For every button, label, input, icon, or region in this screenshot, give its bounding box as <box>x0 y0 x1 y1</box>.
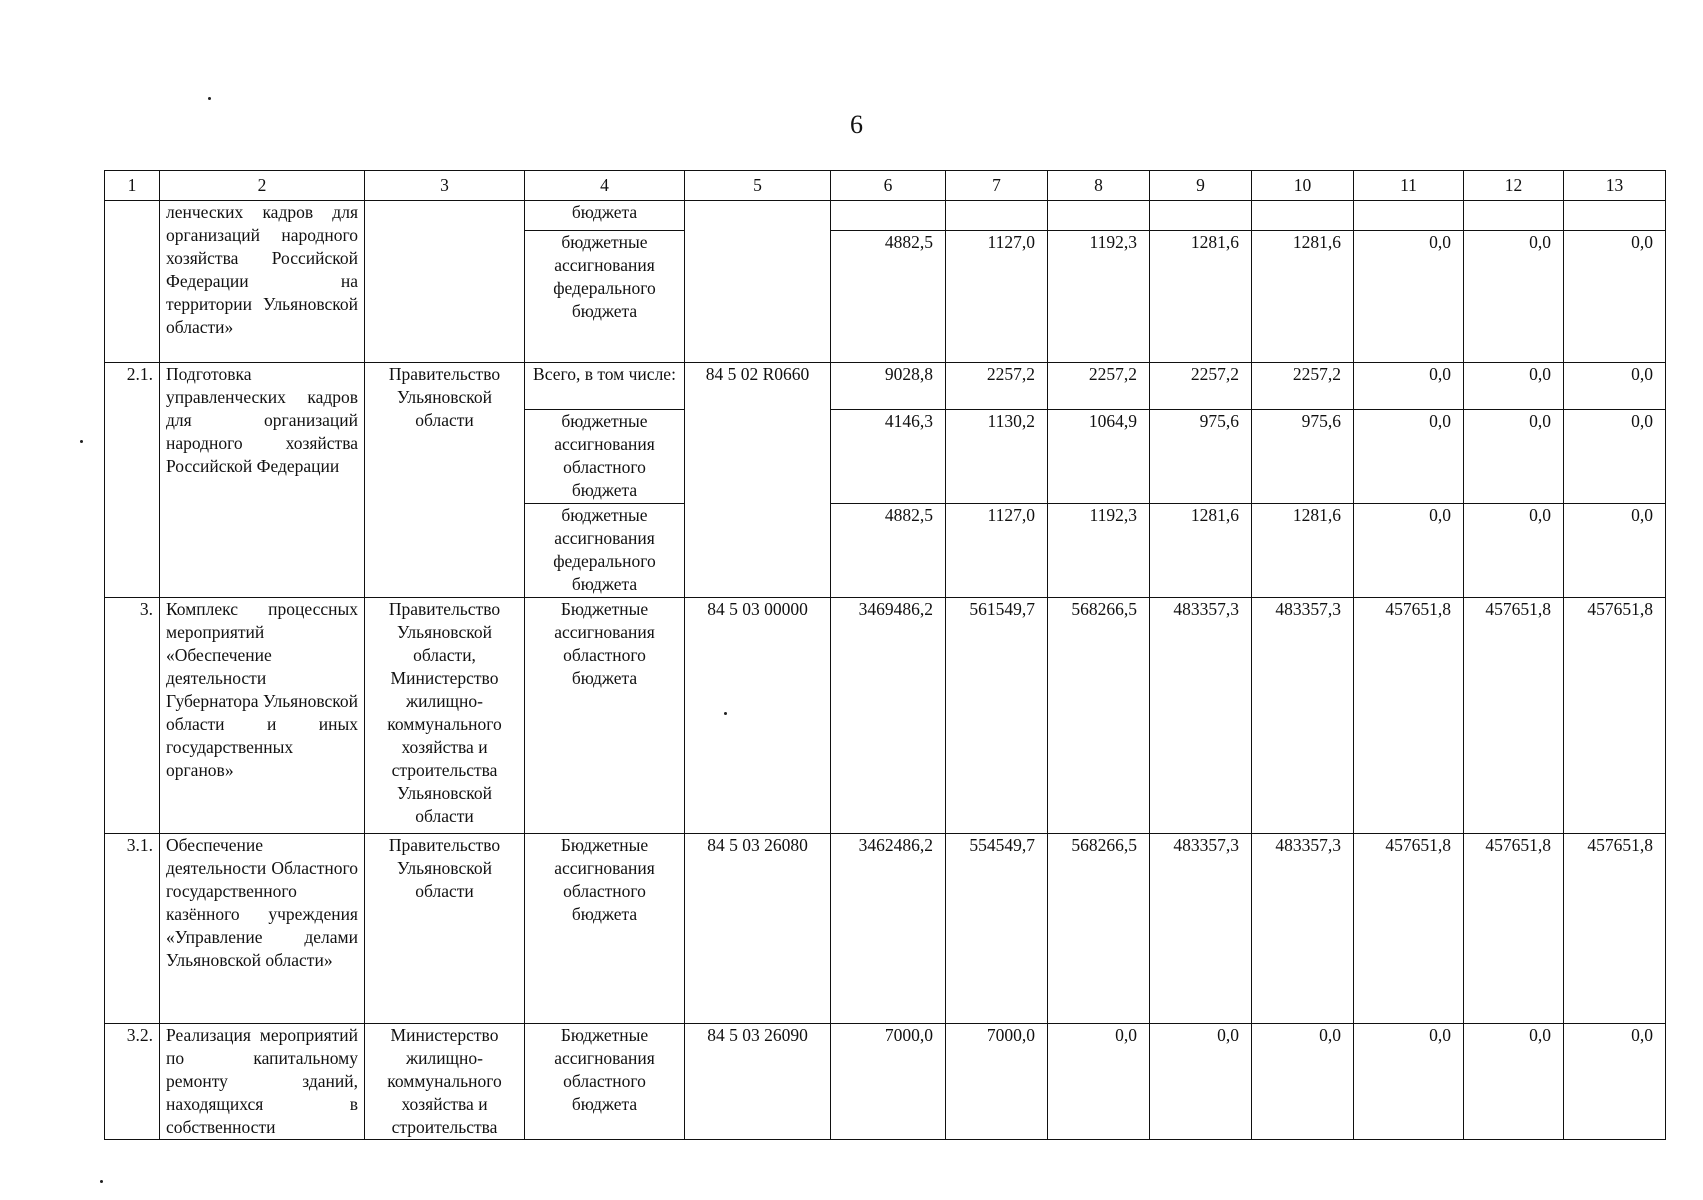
funding-source: бюджетные ассигнования областного бюджета <box>525 410 685 504</box>
value-cell: 1281,6 <box>1150 231 1252 363</box>
value-cell: 457651,8 <box>1354 834 1464 1024</box>
value-cell <box>1464 201 1564 231</box>
value-cell: 457651,8 <box>1354 598 1464 834</box>
value-cell: 483357,3 <box>1150 598 1252 834</box>
activity-name: ленческих кадров для организаций народного хозяйства Российской Федерации на территории Ульяновской области» <box>160 201 365 363</box>
value-cell: 0,0 <box>1048 1024 1150 1140</box>
value-cell: 0,0 <box>1464 504 1564 598</box>
header-cell: 10 <box>1252 171 1354 201</box>
value-cell <box>1564 201 1666 231</box>
value-cell: 2257,2 <box>1252 363 1354 410</box>
executor: Правительство Ульяновской области <box>365 363 525 598</box>
row-number <box>105 201 160 363</box>
value-cell: 0,0 <box>1464 231 1564 363</box>
value-cell: 457651,8 <box>1464 598 1564 834</box>
value-cell: 0,0 <box>1564 363 1666 410</box>
value-cell: 0,0 <box>1252 1024 1354 1140</box>
value-cell: 0,0 <box>1464 363 1564 410</box>
budget-table <box>104 170 1666 1140</box>
value-cell: 483357,3 <box>1252 598 1354 834</box>
header-cell: 7 <box>946 171 1048 201</box>
value-cell: 568266,5 <box>1048 834 1150 1024</box>
row-number: 3.1. <box>105 834 160 1024</box>
executor <box>365 201 525 363</box>
value-cell: 554549,7 <box>946 834 1048 1024</box>
value-cell <box>946 201 1048 231</box>
value-cell: 4882,5 <box>831 504 946 598</box>
value-cell: 0,0 <box>1354 1024 1464 1140</box>
executor: Министерство жилищно-коммунального хозяйства и строительства <box>365 1024 525 1140</box>
value-cell: 0,0 <box>1564 410 1666 504</box>
value-cell: 483357,3 <box>1252 834 1354 1024</box>
table-row <box>105 1024 1666 1140</box>
activity-name: Подготовка управленческих кадров для организаций народного хозяйства Российской Федерации <box>160 363 365 598</box>
header-cell: 6 <box>831 171 946 201</box>
header-row <box>105 171 1666 201</box>
table-row <box>105 201 1666 231</box>
scan-speck <box>208 97 211 100</box>
activity-name: Комплекс процессных мероприятий «Обеспечение деятельности Губернатора Ульяновской области и иных государственных органов» <box>160 598 365 834</box>
budget-code <box>685 201 831 363</box>
value-cell: 0,0 <box>1150 1024 1252 1140</box>
value-cell: 0,0 <box>1354 504 1464 598</box>
value-cell: 1064,9 <box>1048 410 1150 504</box>
value-cell: 0,0 <box>1564 231 1666 363</box>
value-cell: 0,0 <box>1464 1024 1564 1140</box>
funding-source: Бюджетные ассигнования областного бюджета <box>525 1024 685 1140</box>
value-cell: 0,0 <box>1464 410 1564 504</box>
table-row <box>105 598 1666 834</box>
funding-source: Бюджетные ассигнования областного бюджета <box>525 834 685 1024</box>
budget-code: 84 5 02 R0660 <box>685 363 831 598</box>
value-cell: 457651,8 <box>1564 834 1666 1024</box>
row-number: 2.1. <box>105 363 160 598</box>
value-cell: 3462486,2 <box>831 834 946 1024</box>
budget-code: 84 5 03 00000 <box>685 598 831 834</box>
value-cell <box>1252 201 1354 231</box>
value-cell: 561549,7 <box>946 598 1048 834</box>
value-cell: 4882,5 <box>831 231 946 363</box>
scan-speck <box>80 440 83 443</box>
value-cell: 3469486,2 <box>831 598 946 834</box>
header-cell: 13 <box>1564 171 1666 201</box>
funding-source: Всего, в том числе: <box>525 363 685 410</box>
value-cell: 975,6 <box>1150 410 1252 504</box>
header-cell: 12 <box>1464 171 1564 201</box>
budget-code: 84 5 03 26080 <box>685 834 831 1024</box>
value-cell: 1192,3 <box>1048 231 1150 363</box>
header-cell: 8 <box>1048 171 1150 201</box>
funding-source: бюджета <box>525 201 685 231</box>
value-cell: 0,0 <box>1564 1024 1666 1140</box>
executor: Правительство Ульяновской области <box>365 834 525 1024</box>
value-cell: 568266,5 <box>1048 598 1150 834</box>
header-cell: 2 <box>160 171 365 201</box>
value-cell: 2257,2 <box>946 363 1048 410</box>
value-cell: 0,0 <box>1354 363 1464 410</box>
value-cell: 2257,2 <box>1048 363 1150 410</box>
value-cell: 1192,3 <box>1048 504 1150 598</box>
value-cell: 975,6 <box>1252 410 1354 504</box>
value-cell <box>1354 201 1464 231</box>
value-cell: 0,0 <box>1354 231 1464 363</box>
value-cell: 7000,0 <box>946 1024 1048 1140</box>
activity-name: Обеспечение деятельности Областного государственного казённого учреждения «Управление делами Ульяновской области» <box>160 834 365 1024</box>
value-cell: 7000,0 <box>831 1024 946 1140</box>
value-cell: 0,0 <box>1354 410 1464 504</box>
table-row <box>105 834 1666 1024</box>
funding-source: Бюджетные ассигнования областного бюджета <box>525 598 685 834</box>
value-cell: 1127,0 <box>946 231 1048 363</box>
header-cell: 1 <box>105 171 160 201</box>
budget-code: 84 5 03 26090 <box>685 1024 831 1140</box>
header-cell: 9 <box>1150 171 1252 201</box>
value-cell: 0,0 <box>1564 504 1666 598</box>
row-number: 3.2. <box>105 1024 160 1140</box>
value-cell: 1281,6 <box>1252 231 1354 363</box>
funding-source: бюджетные ассигнования федерального бюджета <box>525 504 685 598</box>
value-cell: 2257,2 <box>1150 363 1252 410</box>
value-cell: 1130,2 <box>946 410 1048 504</box>
row-number: 3. <box>105 598 160 834</box>
value-cell: 1281,6 <box>1150 504 1252 598</box>
value-cell: 457651,8 <box>1464 834 1564 1024</box>
header-cell: 5 <box>685 171 831 201</box>
header-cell: 4 <box>525 171 685 201</box>
activity-name: Реализация мероприятий по капитальному ремонту зданий, находящихся в собственности <box>160 1024 365 1140</box>
header-cell: 11 <box>1354 171 1464 201</box>
value-cell: 483357,3 <box>1150 834 1252 1024</box>
value-cell <box>1048 201 1150 231</box>
value-cell: 457651,8 <box>1564 598 1666 834</box>
executor: Правительство Ульяновской области, Министерство жилищно-коммунального хозяйства и строительства Ульяновской области <box>365 598 525 834</box>
header-cell: 3 <box>365 171 525 201</box>
value-cell: 9028,8 <box>831 363 946 410</box>
page-number: 6 <box>850 110 863 139</box>
table-row <box>105 363 1666 410</box>
value-cell <box>831 201 946 231</box>
value-cell: 1127,0 <box>946 504 1048 598</box>
funding-source: бюджетные ассигнования федерального бюджета <box>525 231 685 363</box>
value-cell: 4146,3 <box>831 410 946 504</box>
scan-speck <box>100 1180 103 1183</box>
value-cell <box>1150 201 1252 231</box>
value-cell: 1281,6 <box>1252 504 1354 598</box>
